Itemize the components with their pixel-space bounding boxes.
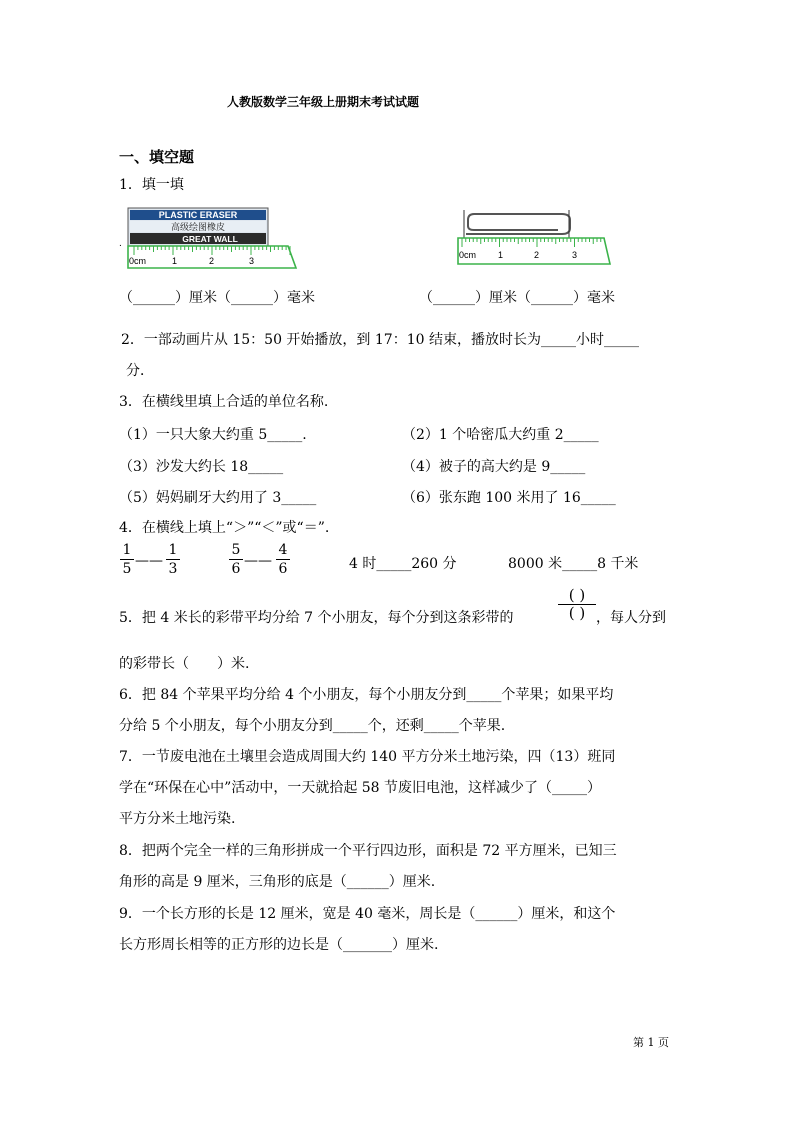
question-8-line1: 8．把两个完全一样的三角形拼成一个平行四边形，面积是 72 平方厘米，已知三: [119, 843, 617, 859]
ruler2-label-1: 1: [498, 250, 504, 260]
compare-blank-2: ——: [244, 553, 272, 569]
ruler-label-3: 3: [249, 256, 255, 266]
question-6-line2: 分给 5 个小朋友，每个小朋友分到_____个，还剩_____个苹果.: [119, 718, 506, 734]
question-5-line2: 的彩带长（ ）米.: [119, 656, 250, 672]
svg-text:.: .: [119, 238, 122, 249]
question-5-line1a: 5．把 4 米长的彩带平均分给 7 个小朋友，每个分到这条彩带的: [119, 610, 514, 626]
question-5-line1b: ，每人分到: [596, 610, 666, 626]
fraction-4-6: 4 6: [276, 542, 290, 577]
ruler-label-2: 2: [209, 256, 215, 266]
question-9-line1: 9．一个长方形的长是 12 厘米，宽是 40 毫米，周长是（______）厘米，和这个: [119, 906, 616, 922]
question-3: 3．在横线里填上合适的单位名称.: [119, 394, 329, 410]
section-heading: 一、填空题: [119, 148, 195, 166]
q3-item-3: （3）沙发大约长 18_____: [119, 459, 284, 475]
fraction-blank: ( ) ( ): [558, 587, 596, 622]
q3-item-4: （4）被子的高大约是 9_____: [402, 459, 586, 475]
page-title: 人教版数学三年级上册期末考试试题: [227, 95, 420, 109]
page-number: 第 1 页: [633, 1036, 669, 1049]
paperclip-ruler-figure: [454, 208, 614, 268]
fraction-5-6: 5 6: [229, 542, 243, 577]
compare-item-4: 8000 米_____8 千米: [508, 556, 639, 572]
ruler2-label-0: 0cm: [459, 250, 477, 260]
compare-blank-1: ——: [135, 553, 163, 569]
q1-answer-right: （______）厘米（______）毫米: [419, 290, 615, 306]
q3-item-1: （1）一只大象大约重 5_____.: [119, 427, 307, 443]
question-2-line1: 2．一部动画片从 15：50 开始播放，到 17：10 结束，播放时长为_____小时_____: [121, 332, 639, 348]
question-9-line2: 长方形周长相等的正方形的边长是（_______）厘米.: [119, 937, 439, 953]
question-4: 4．在横线上填上“＞”“＜”或“＝”.: [119, 520, 330, 536]
q3-item-6: （6）张东跑 100 米用了 16_____: [402, 490, 616, 506]
question-2-line2: 分．: [126, 363, 154, 379]
question-8-line2: 角形的高是 9 厘米，三角形的底是（______）厘米.: [119, 874, 436, 890]
ruler2-label-3: 3: [572, 250, 578, 260]
fraction-1-5: 1 5: [120, 542, 134, 577]
question-7-line1: 7．一节废电池在土壤里会造成周围大约 140 平方分米土地污染，四（13）班同: [119, 749, 616, 765]
fraction-1-3: 1 3: [166, 542, 180, 577]
ruler-label-0: 0cm: [129, 256, 147, 266]
question-7-line3: 平方分米土地污染.: [119, 811, 236, 827]
eraser-label-2: 高级绘图橡皮: [170, 222, 226, 232]
question-7-line2: 学在“环保在心中”活动中，一天就拾起 58 节废旧电池，这样减少了（_____）: [119, 780, 602, 796]
eraser-label-3: GREAT WALL: [182, 234, 238, 244]
ruler2-label-2: 2: [534, 250, 540, 260]
eraser-label-1: PLASTIC ERASER: [158, 210, 238, 220]
eraser-ruler-figure: [118, 206, 302, 272]
question-1: 1．填一填: [119, 177, 184, 193]
q3-item-5: （5）妈妈刷牙大约用了 3_____: [119, 490, 317, 506]
paperclip-icon: [466, 214, 570, 234]
q1-answer-left: （______）厘米（______）毫米: [119, 290, 315, 306]
q3-item-2: （2）1 个哈密瓜大约重 2_____: [402, 427, 599, 443]
question-6-line1: 6．把 84 个苹果平均分给 4 个小朋友，每个小朋友分到_____个苹果；如果平均: [119, 687, 614, 703]
compare-item-3: 4 时_____260 分: [349, 556, 457, 572]
ruler-label-1: 1: [172, 256, 178, 266]
